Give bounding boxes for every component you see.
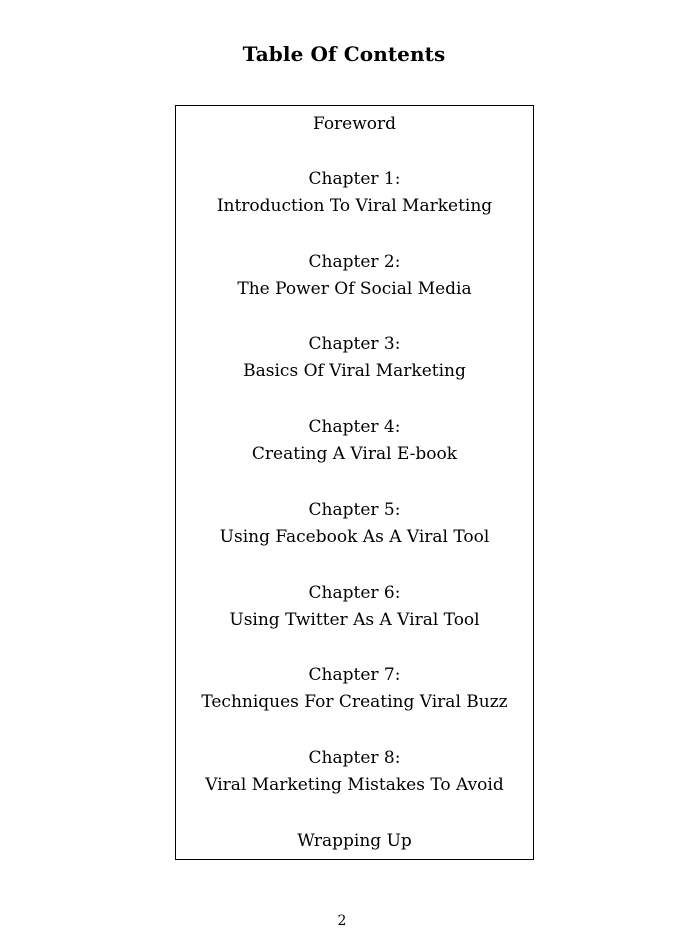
chapter-title: Creating A Viral E-book: [251, 444, 458, 464]
chapter-number: Chapter 2:: [308, 252, 401, 272]
toc-entry-chapter-4: [176, 414, 533, 468]
chapter-number: Chapter 4:: [308, 417, 401, 437]
toc-entry-chapter-8: [176, 745, 533, 799]
toc-entry-chapter-3: [176, 331, 533, 385]
toc-entry-chapter-2: [176, 249, 533, 303]
toc-entry-chapter-5: [176, 497, 533, 551]
chapter-title: The Power Of Social Media: [237, 279, 472, 299]
toc-entry-chapter-1: [176, 166, 533, 220]
page-number: 2: [337, 913, 347, 929]
chapter-number: Chapter 6:: [308, 583, 401, 603]
toc-entry-foreword: [176, 111, 533, 138]
chapter-title: Techniques For Creating Viral Buzz: [201, 692, 508, 712]
chapter-title: Using Twitter As A Viral Tool: [229, 610, 480, 630]
toc-entry-chapter-7: [176, 662, 533, 716]
toc-entry-wrapping-up: [176, 828, 533, 855]
chapter-number: Chapter 7:: [308, 665, 401, 685]
chapter-number: Chapter 5:: [308, 500, 401, 520]
table-of-contents-box: [175, 105, 534, 860]
page-title: Table Of Contents: [242, 42, 446, 66]
chapter-number: Chapter 3:: [308, 334, 401, 354]
chapter-title: Basics Of Viral Marketing: [243, 361, 466, 381]
toc-wrap-up-label: Wrapping Up: [297, 831, 412, 851]
chapter-title: Using Facebook As A Viral Tool: [219, 527, 490, 547]
toc-entry-chapter-6: [176, 580, 533, 634]
chapter-title: Viral Marketing Mistakes To Avoid: [205, 775, 504, 795]
toc-foreword-label: Foreword: [312, 114, 397, 134]
chapter-number: Chapter 8:: [308, 748, 401, 768]
chapter-title: Introduction To Viral Marketing: [216, 196, 493, 216]
chapter-number: Chapter 1:: [308, 169, 401, 189]
